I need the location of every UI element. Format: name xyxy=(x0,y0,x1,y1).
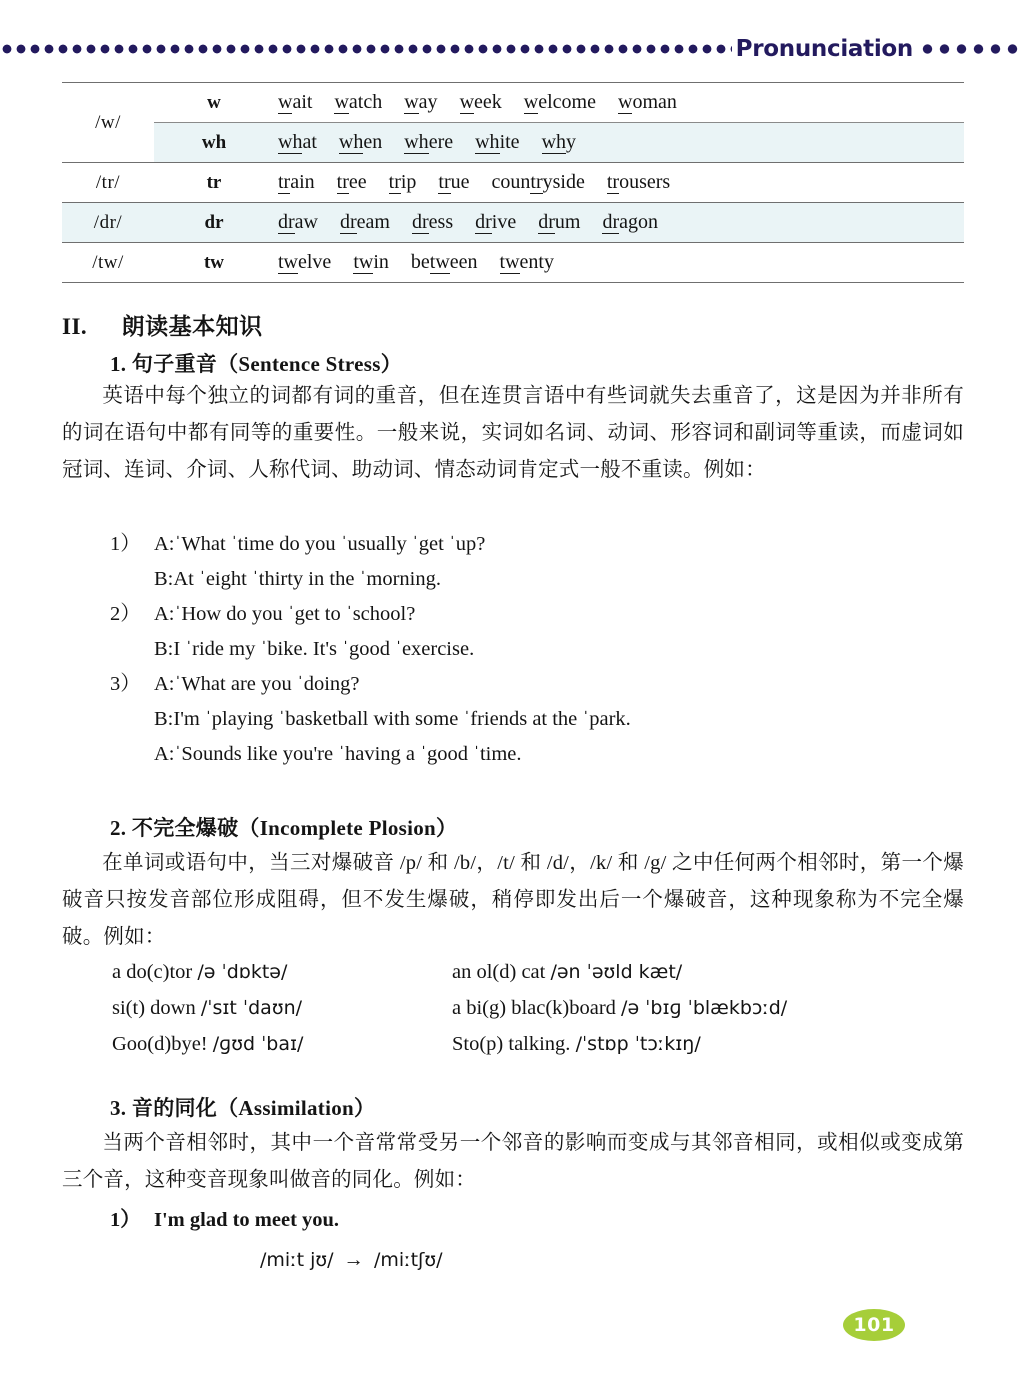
dialogue-text: ˈWhat are you ˈdoing? xyxy=(174,673,360,695)
subsection-heading-incomplete-plosion: 2. 不完全爆破（Incomplete Plosion） xyxy=(110,816,458,840)
word-list-cell xyxy=(274,163,964,203)
sentence-stress-examples xyxy=(110,527,631,772)
phoneme-symbol: /dr/ xyxy=(62,203,154,243)
plosion-example-right xyxy=(452,954,682,990)
example-word: twelve xyxy=(278,251,332,273)
example-word: dress xyxy=(411,211,454,233)
plosion-word: a bi(g) blac(k)board xyxy=(452,997,622,1019)
plosion-example-row xyxy=(112,990,787,1026)
section-number: II. xyxy=(62,314,88,339)
header-dotted-rule-right xyxy=(919,41,1024,57)
example-number xyxy=(110,632,154,667)
example-word: draw xyxy=(278,211,318,233)
example-number xyxy=(110,562,154,597)
dialogue-speaker: B: xyxy=(154,708,174,730)
assimilation-examples xyxy=(110,1200,443,1280)
example-word: train xyxy=(278,171,315,193)
example-word: why xyxy=(541,131,577,153)
plosion-example-left xyxy=(112,1026,452,1062)
phoneme-symbol: /tw/ xyxy=(62,243,154,283)
example-number xyxy=(110,702,154,737)
incomplete-plosion-paragraph-text: 在单词或语句中，当三对爆破音 /p/ 和 /b/，/t/ 和 /d/，/k/ 和 /g/ 之中任何两个相邻时，第一个爆破音只按发音部位形成阻碍，但不发生爆破，稍停即发出后一个爆破音，这种现象称为不完全爆破。例如： xyxy=(62,852,964,948)
phoneme-symbol: /w/ xyxy=(62,83,154,163)
plosion-transcription: /ˈsɪt ˈdaʊn/ xyxy=(200,997,303,1019)
dialogue-speaker: B: xyxy=(154,568,174,590)
example-word: tree xyxy=(336,171,367,193)
example-word: true xyxy=(438,171,470,193)
plosion-word: Goo(d)bye! xyxy=(112,1033,213,1055)
assimilation-sentence-row xyxy=(110,1200,443,1240)
dialogue-speaker: A: xyxy=(154,743,175,765)
spelling-cell: tw xyxy=(154,243,274,283)
assimilation-sentence: I'm glad to meet you. xyxy=(154,1209,340,1231)
dialogue-text: ˈSounds like you're ˈhaving a ˈgood ˈtime. xyxy=(174,743,522,765)
section-heading-ii xyxy=(62,308,263,341)
table-row xyxy=(62,243,964,283)
dialogue-speaker: A: xyxy=(154,533,175,555)
plosion-example-row xyxy=(112,954,787,990)
plosion-transcription: /ə ˈdɒktə/ xyxy=(197,961,288,983)
assimilation-paragraph-text: 当两个音相邻时，其中一个音常常受另一个邻音的影响而变成与其邻音相同，或相似或变成第三个音，这种变音现象叫做音的同化。例如： xyxy=(62,1132,964,1191)
page-header xyxy=(0,34,1024,64)
example-word: between xyxy=(410,251,478,273)
example-word: watch xyxy=(334,91,383,113)
dialogue-text: ˈWhat ˈtime do you ˈusually ˈget ˈup? xyxy=(174,533,486,555)
plosion-word: a do(c)tor xyxy=(112,961,198,983)
dialogue-line xyxy=(110,667,631,702)
word-list-cell xyxy=(274,123,964,163)
page-title: Pronunciation xyxy=(735,36,913,62)
table-row xyxy=(62,83,964,123)
plosion-word: Sto(p) talking. xyxy=(452,1033,576,1055)
sentence-stress-paragraph-text: 英语中每个独立的词都有词的重音，但在连贯言语中有些词就失去重音了，这是因为并非所有的词在语句中都有同等的重要性。一般来说，实词如名词、动词、形容词和副词等重读，而虚词如冠词、连词、介词、人称代词、助动词、情态动词肯定式一般不重读。例如： xyxy=(62,385,964,481)
subsection-heading-sentence-stress: 1. 句子重音（Sentence Stress） xyxy=(110,352,403,376)
spelling-cell: w xyxy=(154,83,274,123)
example-word: woman xyxy=(617,91,677,113)
example-word: trousers xyxy=(606,171,671,193)
dialogue-line xyxy=(110,562,631,597)
plosion-word: si(t) down xyxy=(112,997,201,1019)
spelling-cell: dr xyxy=(154,203,274,243)
word-list-cell xyxy=(274,243,964,283)
example-number: 3） xyxy=(110,673,141,695)
header-dotted-rule-left xyxy=(0,42,732,56)
assimilation-transcription-row xyxy=(110,1240,443,1280)
transcription-after: /miːtʃʊ/ xyxy=(374,1249,443,1271)
dialogue-text: I'm ˈplaying ˈbasketball with some ˈfriends at the ˈpark. xyxy=(173,708,631,730)
word-list-cell xyxy=(274,203,964,243)
arrow-icon: → xyxy=(343,1249,364,1271)
example-word: welcome xyxy=(523,91,596,113)
plosion-transcription: /ə ˈbɪɡ ˈblækbɔːd/ xyxy=(621,997,788,1019)
dialogue-line xyxy=(110,632,631,667)
table-row xyxy=(62,163,964,203)
example-word: white xyxy=(475,131,520,153)
example-word: wait xyxy=(278,91,313,113)
sentence-stress-paragraph xyxy=(62,378,964,489)
example-word: twin xyxy=(353,251,389,273)
example-word: what xyxy=(278,131,317,153)
plosion-transcription: /ɡʊd ˈbaɪ/ xyxy=(212,1033,304,1055)
spelling-cell: wh xyxy=(154,123,274,163)
dialogue-line xyxy=(110,527,631,562)
example-word: week xyxy=(459,91,502,113)
plosion-transcription: /ˈstɒp ˈtɔːkɪŋ/ xyxy=(575,1033,701,1055)
example-word: where xyxy=(404,131,454,153)
dialogue-line xyxy=(110,737,631,772)
example-number: 2） xyxy=(110,603,141,625)
example-word: way xyxy=(404,91,438,113)
plosion-example-right xyxy=(452,1026,701,1062)
dialogue-speaker: A: xyxy=(154,603,175,625)
dialogue-speaker: B: xyxy=(154,638,174,660)
dialogue-line xyxy=(110,597,631,632)
example-number xyxy=(110,737,154,772)
section-title: 朗读基本知识 xyxy=(121,314,263,339)
dialogue-text: ˈHow do you ˈget to ˈschool? xyxy=(174,603,416,625)
transcription-before: /miːt jʊ/ xyxy=(260,1249,334,1271)
example-word: dream xyxy=(340,211,390,233)
plosion-example-right xyxy=(452,990,787,1026)
example-number: 1） xyxy=(110,533,141,555)
phoneme-symbol: /tr/ xyxy=(62,163,154,203)
table-row xyxy=(62,203,964,243)
example-word: twenty xyxy=(499,251,554,273)
plosion-example-left xyxy=(112,954,452,990)
example-word: trip xyxy=(388,171,417,193)
page-number-badge: 101 xyxy=(843,1309,905,1341)
subsection-heading-assimilation: 3. 音的同化（Assimilation） xyxy=(110,1096,376,1120)
incomplete-plosion-examples xyxy=(112,954,787,1062)
word-list-cell xyxy=(274,83,964,123)
example-number: 1） xyxy=(110,1209,141,1231)
plosion-word: an ol(d) cat xyxy=(452,961,551,983)
example-word: dragon xyxy=(602,211,659,233)
example-word: when xyxy=(338,131,383,153)
example-word: countryside xyxy=(491,171,585,193)
dialogue-line xyxy=(110,702,631,737)
plosion-transcription: /ən ˈəʊld kæt/ xyxy=(550,961,683,983)
plosion-example-row xyxy=(112,1026,787,1062)
incomplete-plosion-paragraph xyxy=(62,845,964,956)
table-row xyxy=(62,123,964,163)
plosion-example-left xyxy=(112,990,452,1026)
example-word: drum xyxy=(538,211,581,233)
dialogue-speaker: A: xyxy=(154,673,175,695)
dialogue-text: At ˈeight ˈthirty in the ˈmorning. xyxy=(173,568,441,590)
example-word: drive xyxy=(475,211,517,233)
spelling-cell: tr xyxy=(154,163,274,203)
dialogue-text: I ˈride my ˈbike. It's ˈgood ˈexercise. xyxy=(173,638,475,660)
pronunciation-table xyxy=(62,82,964,283)
assimilation-paragraph xyxy=(62,1125,964,1199)
